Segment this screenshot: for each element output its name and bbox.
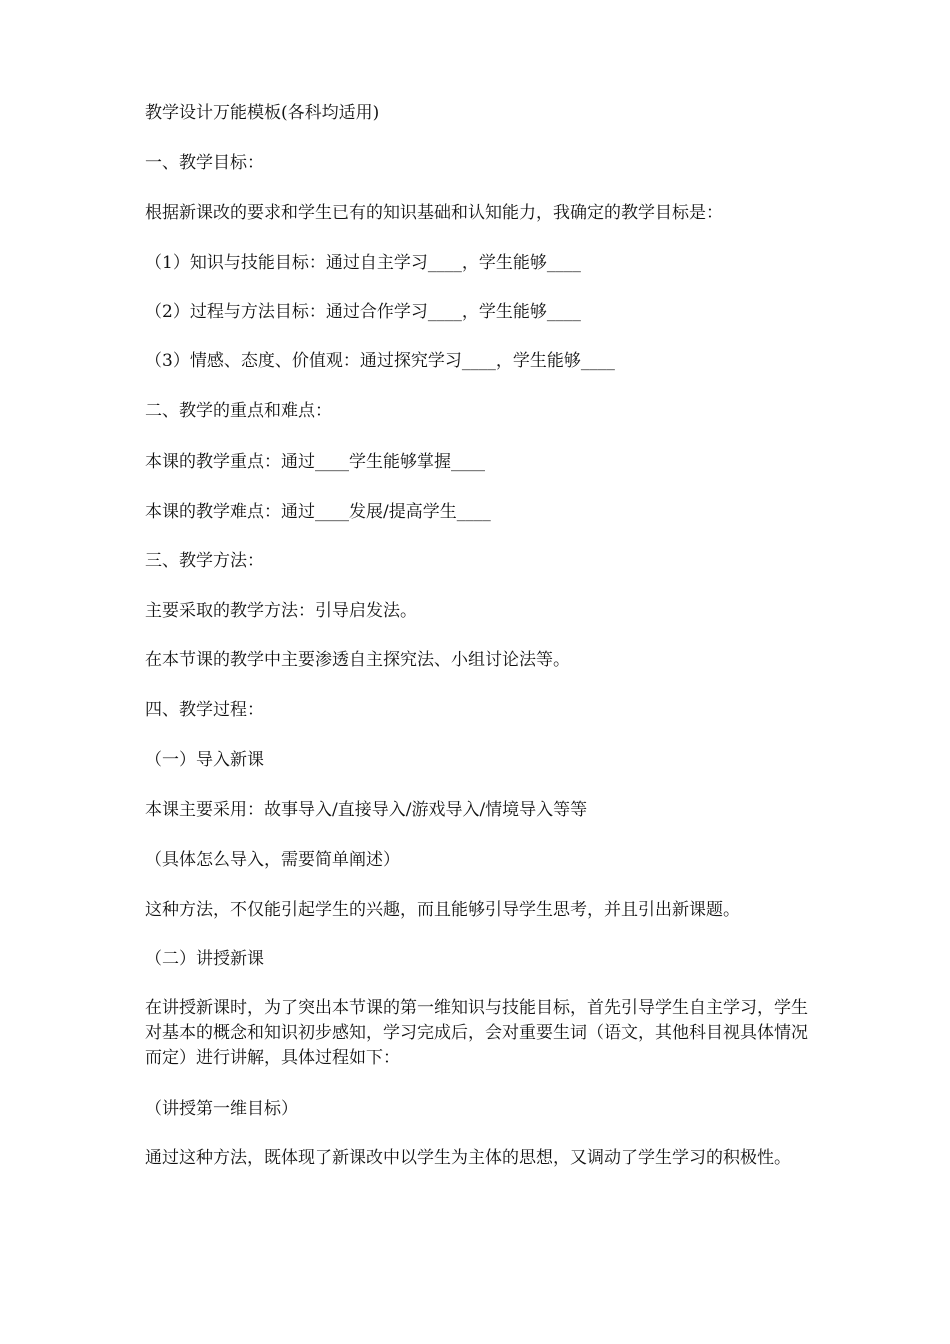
- paragraph: （具体怎么导入，需要简单阐述）: [145, 850, 400, 870]
- paragraph: 本课的教学难点：通过____发展/提高学生____: [145, 502, 491, 522]
- paragraph: 这种方法，不仅能引起学生的兴趣，而且能够引导学生思考，并且引出新课题。: [145, 900, 740, 920]
- subheading: （二）讲授新课: [145, 949, 264, 969]
- paragraph: 根据新课改的要求和学生已有的知识基础和认知能力，我确定的教学目标是：: [145, 203, 723, 223]
- paragraph: 主要采取的教学方法：引导启发法。: [145, 601, 417, 621]
- heading-teaching-methods: 三、教学方法：: [145, 551, 264, 571]
- heading-teaching-process: 四、教学过程：: [145, 700, 264, 720]
- paragraph: 在本节课的教学中主要渗透自主探究法、小组讨论法等。: [145, 650, 570, 670]
- paragraph: 本课主要采用：故事导入/直接导入/游戏导入/情境导入等等: [145, 800, 588, 820]
- heading-teaching-goals: 一、教学目标：: [145, 153, 264, 173]
- paragraph: （讲授第一维目标）: [145, 1099, 298, 1119]
- document-title: 教学设计万能模板(各科均适用): [145, 103, 380, 123]
- list-item: （2）过程与方法目标：通过合作学习____，学生能够____: [145, 302, 581, 322]
- paragraph: 在讲授新课时，为了突出本节课的第一维知识与技能目标，首先引导学生自主学习，学生对基本的概念和知识初步感知，学习完成后，会对重要生词（语文，其他科目视具体情况而定）进行讲解，具体过程如下：: [145, 998, 808, 1068]
- paragraph: 本课的教学重点：通过____学生能够掌握____: [145, 452, 485, 472]
- list-item: （1）知识与技能目标：通过自主学习____，学生能够____: [145, 253, 581, 273]
- paragraph: 通过这种方法，既体现了新课改中以学生为主体的思想，又调动了学生学习的积极性。: [145, 1148, 791, 1168]
- list-item: （3）情感、态度、价值观：通过探究学习____，学生能够____: [145, 351, 615, 371]
- heading-key-points: 二、教学的重点和难点：: [145, 401, 332, 421]
- subheading: （一）导入新课: [145, 750, 264, 770]
